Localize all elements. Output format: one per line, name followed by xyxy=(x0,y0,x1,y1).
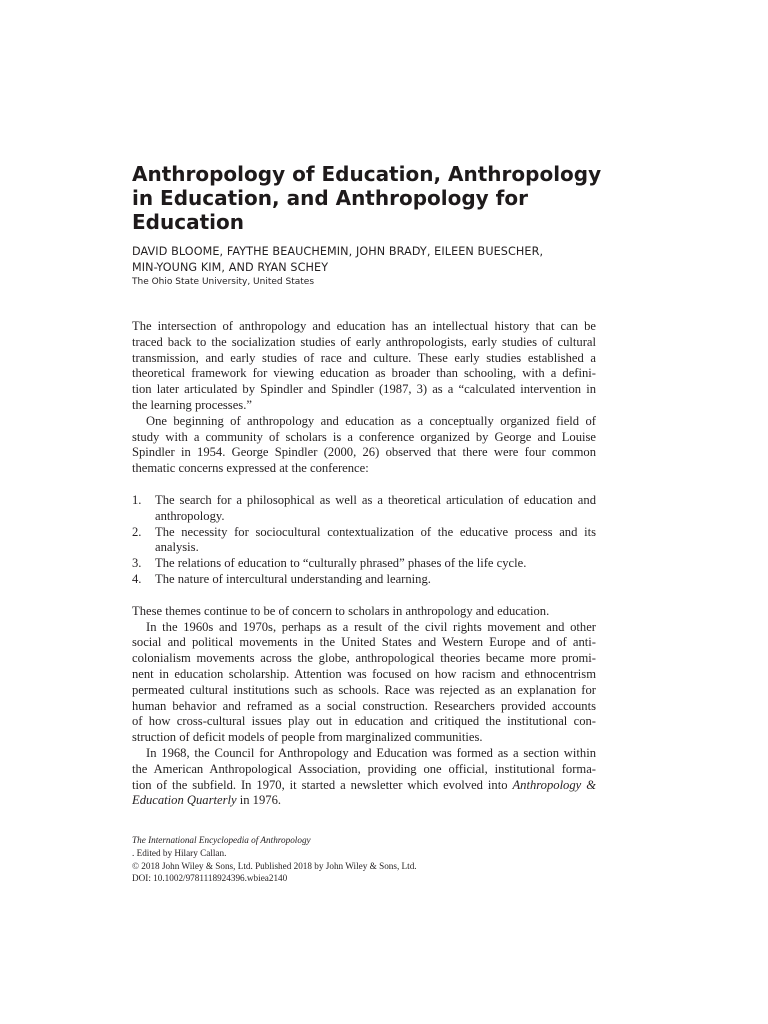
text-line: of how cross-cultural issues play out in education and critiqued the institutional con- xyxy=(132,714,596,729)
text-line: The necessity for sociocultural contextualization of the educative process and its xyxy=(155,524,596,539)
text-line: The intersection of anthropology and education has an intellectual history that can be xyxy=(132,319,596,333)
list-item xyxy=(132,525,596,557)
text-line: thematic concerns expressed at the conference: xyxy=(132,461,369,476)
text-line: traced back to the socialization studies of early anthropologists, early studies of cultural xyxy=(132,334,596,349)
text-line: theoretical framework for viewing education as broader than schooling, with a defini- xyxy=(132,366,596,381)
text-line: anthropology. xyxy=(155,508,225,523)
text-line: study with a community of scholars is a conference organized by George and Louise xyxy=(132,429,596,444)
text-line: tion later articulated by Spindler and Spindler (1987, 3) as a “calculated intervention in xyxy=(132,382,596,397)
article-title xyxy=(132,162,602,234)
text-line: The nature of intercultural understanding and learning. xyxy=(155,571,431,586)
article-body xyxy=(132,319,596,809)
encyclopedia-line xyxy=(132,834,596,860)
text-line: human behavior and reframed as a social construction. Researchers provided accounts xyxy=(132,698,596,713)
paragraph-3 xyxy=(132,604,596,620)
list-number: 3. xyxy=(132,556,142,571)
citation-footer xyxy=(132,834,596,885)
list-item xyxy=(132,556,596,572)
text-line: One beginning of anthropology and education as a conceptually organized field of xyxy=(146,413,596,428)
author-line: DAVID BLOOME, FAYTHE BEAUCHEMIN, JOHN BRADY, EILEEN BUESCHER, xyxy=(132,245,544,258)
list-number: 4. xyxy=(132,571,142,586)
text-line: In the 1960s and 1970s, perhaps as a result of the civil rights movement and other xyxy=(146,619,596,634)
encyclopedia-title: The International Encyclopedia of Anthropology xyxy=(132,835,311,845)
text-run: in 1976. xyxy=(236,793,282,808)
text-line: struction of deficit models of people from marginalized communities. xyxy=(132,730,483,745)
text-line: In 1968, the Council for Anthropology and Education was formed as a section within xyxy=(146,745,596,760)
text-line: The search for a philosophical as well as a theoretical articulation of education and xyxy=(155,492,596,507)
text-line: The relations of education to “culturally phrased” phases of the life cycle. xyxy=(155,556,527,571)
doi-line: DOI: 10.1002/9781118924396.wbiea2140 xyxy=(132,873,288,884)
copyright-line: © 2018 John Wiley & Sons, Ltd. Published 2018 by John Wiley & Sons, Ltd. xyxy=(132,860,417,871)
text-line: social and political movements in the United States and Western Europe and of anti- xyxy=(132,635,596,650)
paragraph-5 xyxy=(132,746,596,809)
editor-note: . Edited by Hilary Callan. xyxy=(132,847,227,858)
text-line: the American Anthropological Association, providing one official, institutional forma- xyxy=(132,761,596,776)
text-line: nent in education scholarship. Attention was focused on how racism and ethnocentrism xyxy=(132,666,596,681)
list-item xyxy=(132,572,596,588)
title-line: in Education, and Anthropology for xyxy=(132,186,528,210)
text-line: transmission, and early studies of race and culture. These early studies established a xyxy=(132,350,596,365)
author-list xyxy=(132,244,602,276)
list-item xyxy=(132,493,596,525)
text-line: colonialism movements across the globe, anthropological theories became more promi- xyxy=(132,651,596,666)
paragraph-1 xyxy=(132,319,596,414)
list-number: 1. xyxy=(132,492,142,507)
text-line: These themes continue to be of concern to scholars in anthropology and education. xyxy=(132,603,550,618)
text-line xyxy=(132,778,596,794)
affiliation: The Ohio State University, United States xyxy=(132,277,315,287)
list-number: 2. xyxy=(132,524,142,539)
author-line: MIN-YOUNG KIM, AND RYAN SCHEY xyxy=(132,261,329,274)
title-line: Education xyxy=(132,210,244,234)
text-line: Spindler in 1954. George Spindler (2000, 26) observed that there were four common xyxy=(132,445,596,460)
text-line: the learning processes.” xyxy=(132,397,252,412)
paragraph-4 xyxy=(132,620,596,746)
text-line: permeated cultural institutions such as schools. Race was rejected as an explanation for xyxy=(132,682,596,697)
text-line: analysis. xyxy=(155,540,199,555)
numbered-list xyxy=(132,493,596,588)
title-line: Anthropology of Education, Anthropology xyxy=(132,162,602,186)
text-line xyxy=(132,793,596,809)
journal-title: Education Quarterly xyxy=(132,793,237,808)
journal-title: Anthropology & xyxy=(512,777,596,792)
text-run: tion of the subfield. In 1970, it started a newsletter which evolved into xyxy=(132,777,508,792)
paragraph-2 xyxy=(132,414,596,477)
